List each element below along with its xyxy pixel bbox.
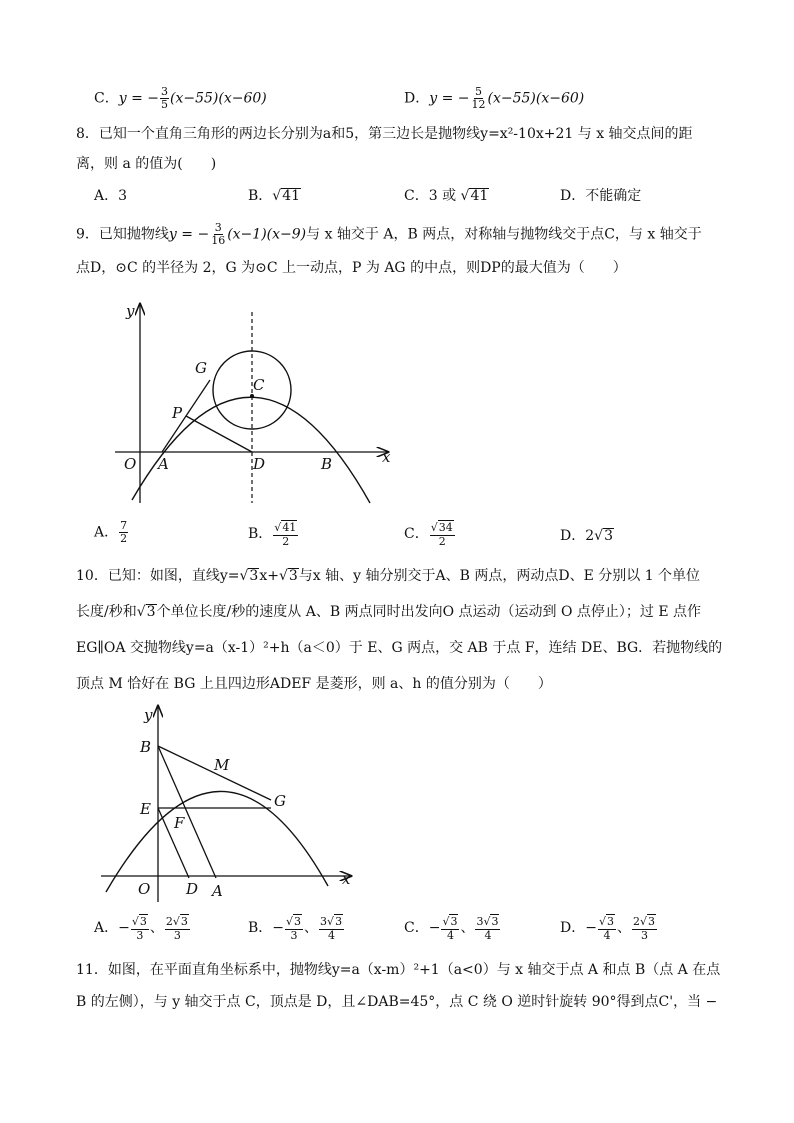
point-c bbox=[250, 394, 254, 398]
label-e: E bbox=[140, 800, 151, 818]
label-f: F bbox=[174, 814, 185, 832]
q10-figure bbox=[96, 702, 366, 906]
label-d: D bbox=[253, 455, 266, 473]
q10-stem-line-4: 顶点 M 恰好在 BG 上且四边形ADEF 是菱形，则 a、h 的值分别为（ ） bbox=[76, 676, 552, 692]
label-b: B bbox=[140, 738, 152, 756]
q9-option-c: C． $\frac{√34}{2}$ bbox=[404, 521, 453, 548]
q8-option-b: B．√41 bbox=[248, 188, 301, 204]
label-y: y bbox=[126, 302, 135, 320]
q8-stem-line-1: 8．已知一个直角三角形的两边长分别为a和5，第三边长是抛物线y=x²-10x+21 与 x 轴交点间的距 bbox=[76, 126, 693, 142]
q10-option-c: C．− $\frac{√3}{4}$ 、 $\frac{3√3}{4}$ bbox=[404, 915, 499, 942]
q7-option-d: D．y = − $\frac{5}{12}$ (x−55)(x−60) bbox=[404, 85, 585, 111]
q9-stem-line-2: 点D，⊙C 的半径为 2，G 为⊙C 上一动点，P 为 AG 的中点，则DP的最大值为（ ） bbox=[76, 260, 627, 276]
q8-option-c: C．3 或 √41 bbox=[404, 188, 489, 204]
q10-option-a: A．− $\frac{√3}{3}$ 、 $\frac{2√3}{3}$ bbox=[94, 915, 188, 942]
q9-figure bbox=[110, 298, 400, 510]
q10-option-b: B．− $\frac{√3}{3}$ 、 $\frac{3√3}{4}$ bbox=[248, 915, 343, 942]
q11-stem-line-1: 11．如图，在平面直角坐标系中，抛物线y=a（x-m）²+1（a<0）与 x 轴交于点 A 和点 B（点 A 在点 bbox=[76, 962, 721, 978]
label-g: G bbox=[274, 792, 286, 810]
label-a: A bbox=[158, 455, 169, 473]
q7-option-c: C．y = − $\frac{3}{5}$ (x−55)(x−60) bbox=[94, 85, 267, 111]
label-m: M bbox=[214, 756, 230, 774]
q8-option-d: D．不能确定 bbox=[560, 188, 642, 204]
label-o: O bbox=[138, 880, 151, 898]
label-c: C bbox=[253, 376, 265, 394]
parabola-curve bbox=[132, 397, 370, 503]
label-d: D bbox=[186, 880, 199, 898]
label-b: B bbox=[321, 455, 333, 473]
label-y: y bbox=[144, 706, 153, 724]
q8-stem-line-2: 离，则 a 的值为( ) bbox=[76, 156, 217, 172]
q10-option-d: D．− $\frac{√3}{4}$ 、 $\frac{2√3}{3}$ bbox=[560, 915, 655, 942]
q10-stem-line-1: 10．已知：如图，直线y=√3x+√3与x 轴、y 轴分别交于A、B 两点，两动点D、E 分别以 1 个单位 bbox=[76, 568, 701, 584]
label-g: G bbox=[195, 359, 207, 377]
q9-stem-line-1: 9．已知抛物线y = − $\frac{3}{16}$ (x−1)(x−9)与 x 轴交于 A，B 两点，对称轴与抛物线交于点C，与 x 轴交于 bbox=[76, 221, 702, 247]
label-x: x bbox=[382, 448, 391, 466]
label-x: x bbox=[342, 870, 351, 888]
label-p: P bbox=[172, 404, 183, 422]
label-o: O bbox=[124, 455, 137, 473]
q10-stem-line-2: 长度/秒和√3个单位长度/秒的速度从 A、B 两点同时出发向O 点运动（运动到 O 点停止）；过 E 点作 bbox=[76, 604, 702, 620]
q11-stem-line-2: B 的左侧），与 y 轴交于点 C，顶点是 D，且∠DAB=45°，点 C 绕 O 逆时针旋转 90°得到点C'，当 − bbox=[76, 994, 718, 1010]
q9-option-d: D．2√3 bbox=[560, 528, 613, 544]
segment-ba bbox=[158, 746, 216, 878]
segment-dp bbox=[186, 416, 252, 452]
q10-stem-line-3: EG∥OA 交抛物线y=a（x-1）²+h（a＜0）于 E、G 两点，交 AB 于点 F，连结 DE、BG．若抛物线的 bbox=[76, 640, 723, 656]
label-a: A bbox=[212, 882, 223, 900]
q8-option-a: A．3 bbox=[94, 188, 128, 204]
q9-option-a: A． $\frac{7}{2}$ bbox=[94, 519, 128, 545]
q9-option-b: B． $\frac{√41}{2}$ bbox=[248, 521, 297, 548]
